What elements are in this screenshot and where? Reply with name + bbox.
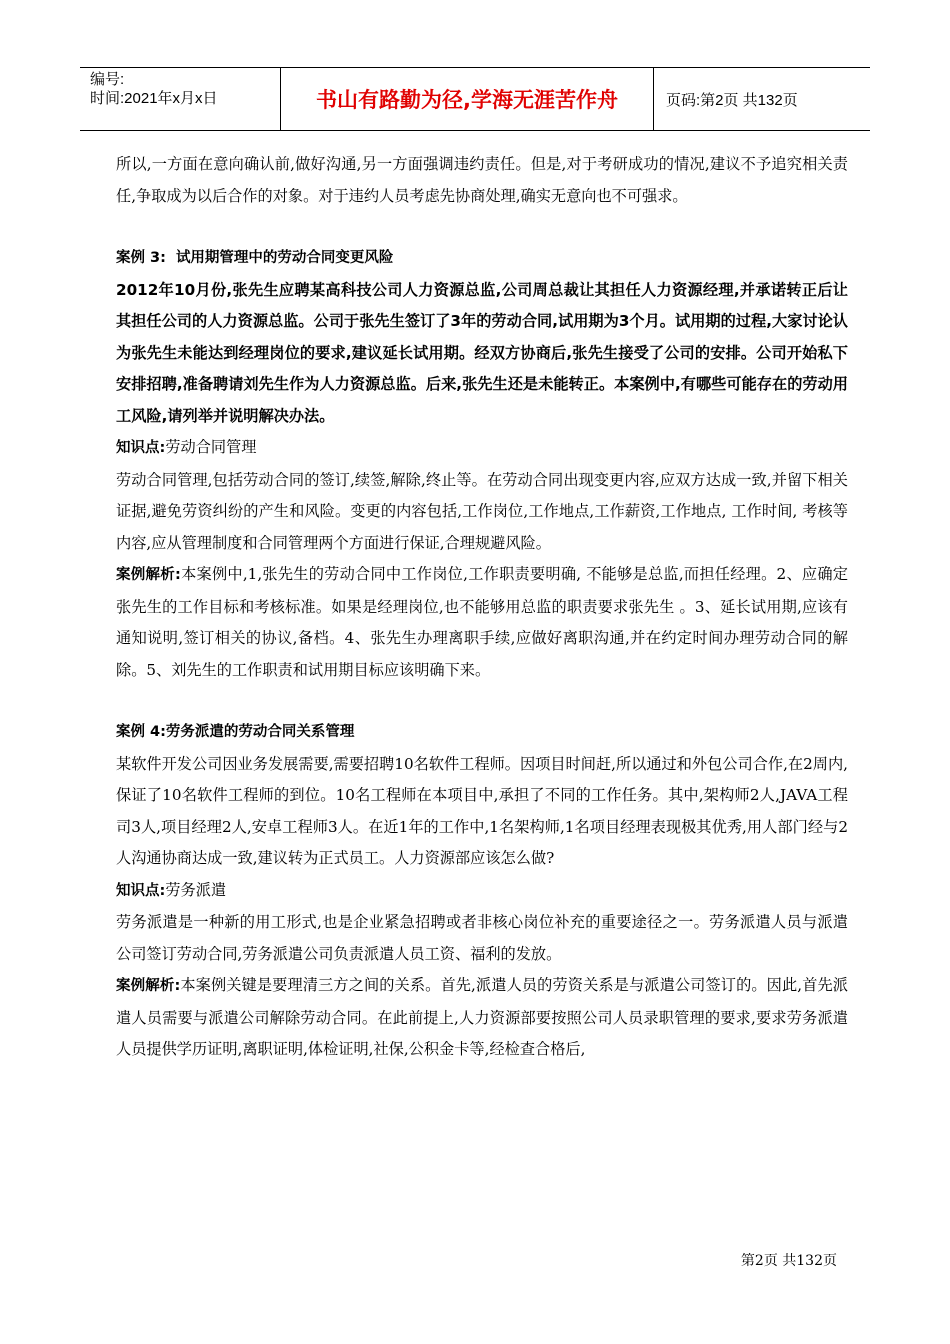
intro-paragraph: 所以,一方面在意向确认前,做好沟通,另一方面强调违约责任。但是,对于考研成功的情况,建议不予追究相关责任,争取成为以后合作的对象。对于违约人员考虑先协商处理,确实无意向也不可强求。 [116,155,848,205]
case3-title [116,243,848,275]
header-page-label: 页码:第2页 共132页 [666,91,798,109]
case3-knowledge-value: 劳动合同管理 [165,438,257,456]
header-meta [80,68,281,130]
case4-knowledge-label: 知识点: [116,882,166,899]
case4-knowledge-point [116,875,848,908]
case3-description: 2012年10月份,张先生应聘某高科技公司人力资源总监,公司周总裁让其担任人力资源经理,并承诺转正后让其担任公司的人力资源总监。公司于张先生签订了3年的劳动合同,试用期为3个月。试用期的过程,大家讨论认为张先生未能达到经理岗位的要求,建议延长试用期。经双方协商后,张先生接受了公司的安排。公司开始私下安排招聘,准备聘请刘先生作为人力资源总监。后来,张先生还是未能转正。本案例中,有哪些可能存在的劳动用工风险,请列举并说明解决办法。 [116,280,848,425]
case4-knowledge-value: 劳务派遣 [165,880,227,899]
page-footer: 第2页 共132页 [740,1253,837,1269]
case3-knowledge-text: 劳动合同管理,包括劳动合同的签订,续签,解除,终止等。在劳动合同出现变更内容,应双方达成一致,并留下相关证据,避免劳资纠纷的产生和风险。变更的内容包括,工作岗位,工作地点,工作薪资,工作地点, 工作时间, 考核等内容,应从管理制度和合同管理两个方面进行保证,合理规避风险。 [116,470,848,552]
case3-knowledge-label: 知识点: [116,440,166,456]
page-header [80,67,870,131]
case4-title: 案例 4:劳务派遣的劳动合同关系管理 [116,724,355,740]
case4-analysis-label: 案例解析: [116,978,181,994]
case4-analysis-text: 本案例关键是要理清三方之间的关系。首先,派遣人员的劳资关系是与派遣公司签订的。因此,首先派遣人员需要与派遣公司解除劳动合同。在此前提上,人力资源部要按照公司人员录职管理的要求,要求劳务派遣人员提供学历证明,离职证明,体检证明,社保,公积金卡等,经检查合格后, [116,976,848,1058]
time-label: 时间:2021年x月x日 [90,90,218,107]
spacer [116,212,848,243]
spacer [116,686,848,717]
document-body [116,149,848,1066]
case3-analysis [116,559,848,686]
header-motto: 书山有路勤为径,学海无涯苦作舟 [281,68,654,130]
case3-analysis-label: 案例解析: [116,567,181,583]
case4-description: 某软件开发公司因业务发展需要,需要招聘10名软件工程师。因项目时间赶,所以通过和外包公司合作,在2周内,保证了10名软件工程师的到位。10名工程师在本项目中,承担了不同的工作任务。其中,架构师2人,JAVA工程司3人,项目经理2人,安卓工程师3人。在近1年的工作中,1名架构师,1名项目经理表现极其优秀,用人部门经与2人沟通协商达成一致,建议转为正式员工。人力资源部应该怎么做? [116,754,848,867]
number-label: 编号: [90,71,125,88]
case3-title-text: 试用期管理中的劳动合同变更风险 [175,250,394,266]
case4-analysis [116,970,848,1066]
case3-knowledge-point [116,432,848,465]
case4-knowledge-text: 劳务派遣是一种新的用工形式,也是企业紧急招聘或者非核心岗位补充的重要途径之一。劳务派遣人员与派遣公司签订劳动合同,劳务派遣公司负责派遣人员工资、福利的发放。 [116,913,848,963]
case3-title-prefix: 案例 3: [116,250,166,266]
case3-analysis-text: 本案例中,1,张先生的劳动合同中工作岗位,工作职责要明确, 不能够是总监,而担任经理。2、应确定张先生的工作目标和考核标准。如果是经理岗位,也不能够用总监的职责要求张先生 。3、延长试用期,应该有通知说明,签订相关的协议,备档。4、张先生办理离职手续,应做好离职沟通,并在约定时间办理劳动合同的解除。5、刘先生的工作职责和试用期目标应该明确下来。 [116,565,848,679]
